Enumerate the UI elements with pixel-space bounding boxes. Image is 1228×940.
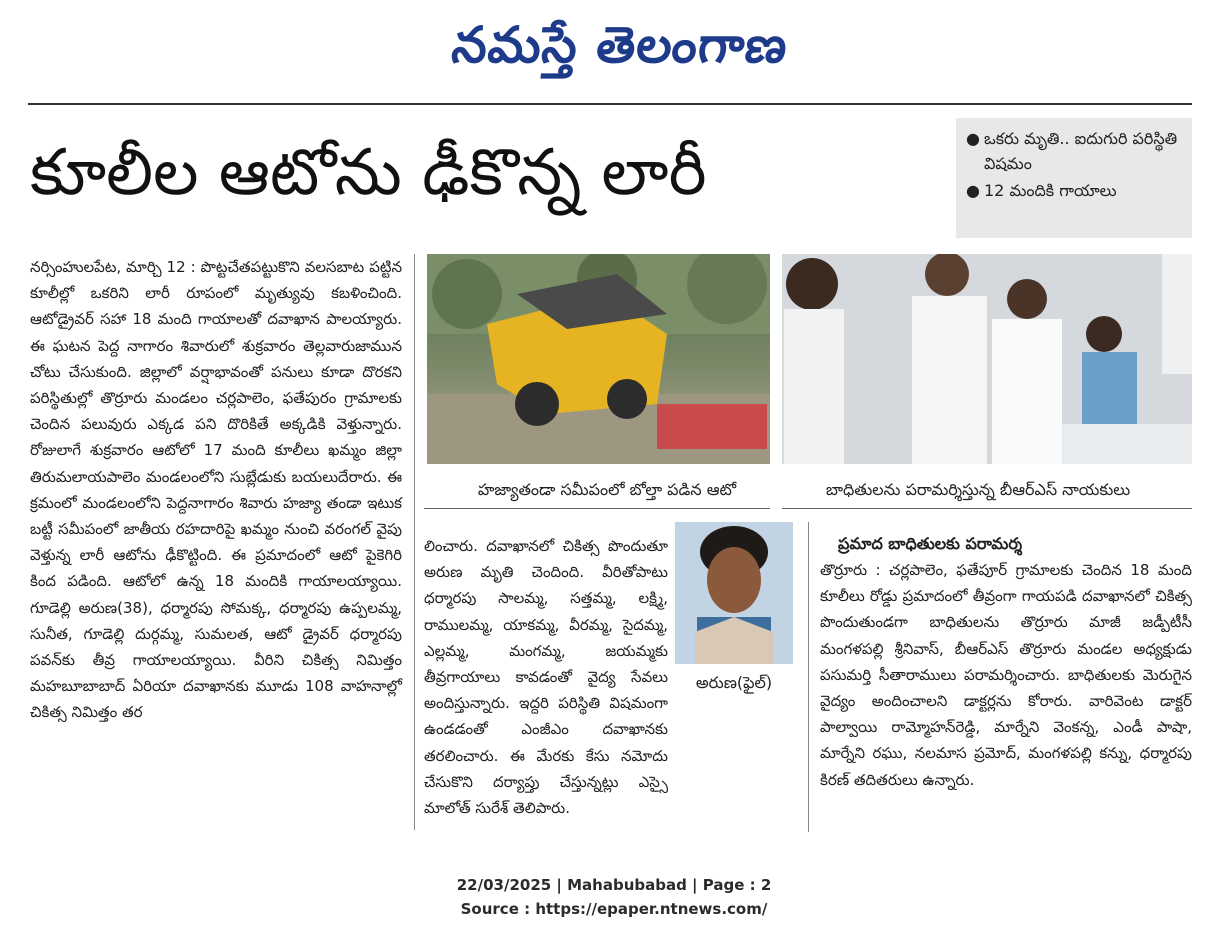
highlight-text: 12 మందికి గాయాలు [984,181,1117,200]
crash-photo-caption: హజ్యాతండా సమీపంలో బోల్తా పడిన ఆటో [477,480,737,499]
article-column-right [820,557,1192,793]
bullet-icon: ● [966,181,980,200]
column-divider [414,254,415,830]
crash-photo [427,254,770,464]
column-divider [808,522,809,832]
bullet-icon: ● [966,129,980,148]
highlights-box [956,118,1192,238]
footer-date-line: 22/03/2025 | Mahabubabad | Page : 2 [456,876,772,894]
highlight-item [966,178,1182,203]
article-column-mid [424,533,668,821]
article-paragraph: తొర్రూరు : చర్లపాలెం, ఫతేపూర్ గ్రామాలకు చెందిన 18 మంది కూలీలు రోడ్డు ప్రమాదంలో తీవ్రంగా గాయపడి దవాఖానలో చికిత్స పొందుతుండగా బాధితులను తొర్రూరు మాజీ జడ్పీటీసీ మంగళపల్లి శ్రీనివాస్, బీఆర్ఎస్ తొర్రూరు మండల అధ్యక్షుడు పసుమర్తి సీతారాములు పరామర్శించారు. బాధితులకు మెరుగైన వైద్యం అందించాలని డాక్టర్లను కోరారు. వారివెంట డాక్టర్ పాల్వాయి రామ్మోహన్‌రెడ్డి, మార్నేని వెంకన్న, ఎండీ పాషా, మార్నేని రఘు, నలమాస ప్రమోద్, మంగళపల్లి కన్ను, ధర్మారపు కిరణ్ తదితరులు ఉన్నారు. [820,561,1192,789]
highlight-text: ఒకరు మృతి.. ఐదుగురి పరిస్థితి విషమం [984,129,1178,173]
article-column-left [30,254,402,726]
sub-headline: ప్రమాద బాధితులకు పరామర్శ [838,534,1023,553]
masthead-logo: నమస్తే తెలంగాణ [449,16,791,74]
hospital-visit-illustration [782,254,1192,464]
portrait-caption: అరుణ(ఫైల్) [695,673,773,692]
caption-rule-right [782,508,1192,509]
portrait-illustration [675,522,793,664]
article-paragraph: లించారు. దవాఖానలో చికిత్స పొందుతూ అరుణ మృతి చెందింది. వీరితోపాటు ధర్మారపు సాలమ్మ, సత్తమ్మ, లక్ష్మి, రాములమ్మ, యాకమ్మ, వీరమ్మ, సైదమ్మ, ఎల్లమ్మ, మంగమ్మ, జయమ్మకు తీవ్రగాయాలు కావడంతో వైద్య సేవలు అందిస్తున్నారు. ఇద్దరి పరిస్థితి విషమంగా ఉండడంతో ఎంజీఎం దవాఖానకు తరలించారు. ఈ మేరకు కేసు నమోదు చేసుకొని దర్యాప్తు చేస్తున్నట్లు ఎస్సై మాలోత్ సురేశ్ తెలిపారు. [424,537,668,818]
highlight-item [966,126,1182,176]
hospital-photo [782,254,1192,464]
footer-source-line: Source : https://epaper.ntnews.com/ [460,900,768,918]
hospital-photo-caption: బాధితులను పరామర్శిస్తున్న బీఆర్‌ఎస్ నాయకులు [825,480,1131,499]
masthead-rule [28,103,1192,105]
portrait-photo [675,522,793,664]
article-paragraph: నర్సింహులపేట, మార్చి 12 : పొట్టచేతపట్టుకొని వలసబాట పట్టిన కూలీల్లో ఒకరిని లారీ రూపంలో మృత్యువు కబళించింది. ఆటోడ్రైవర్ సహా 18 మంది గాయాలతో దవాఖాన పాలయ్యారు. ఈ ఘటన పెద్ద నాగారం శివారులో శుక్రవారం తెల్లవారుజామున చోటు చేసుకుంది. జిల్లాలో వర్షాభావంతో పనులు కూడా దొరకని పరిస్థితుల్లో తొర్రూరు మండలం చర్లపాలెం, ఫతేపురం గ్రామాలకు చెందిన పలువురు ఎక్కడ పని దొరికితే అక్కడికి వెళ్తున్నారు. రోజులాగే శుక్రవారం ఆటోలో 17 మంది కూలీలు ఖమ్మం జిల్లా తిరుమలాయపాలెం మండలంలోని సుబ్లేడుకు బయలుదేరారు. ఈ క్రమంలో మండలంలోని పెద్దనాగారం శివారు హజ్యా తండా ఇటుక బట్టీ సమీపంలో జాతీయ రహదారిపై ఖమ్మం నుంచి వరంగల్ వైపు వెళ్తున్న లారీ ఆటోను ఢీకొట్టింది. ఈ ప్రమాదంలో ఆటో పైకెగిరి కింద పడింది. ఆటోలో ఉన్న 18 మందికి గాయాలయ్యాయి. గూడెల్లి అరుణ(38), ధర్మారపు సోమక్క, ధర్మారపు ఉప్పలమ్మ, సునీత, గూడెల్లి దుర్గమ్మ, సుమలత, ఆటో డ్రైవర్ ధర్మారపు పవన్‌కు తీవ్ర గాయాలయ్యాయి. వీరిని చికిత్స నిమిత్తం మహబూబాబాద్ ఏరియా దవాఖానకు మూడు 108 వాహనాల్లో చికిత్స నిమిత్తం తర [30,258,402,722]
caption-rule-left [424,508,770,509]
headline: కూలీల ఆటోను ఢీకొన్న లారీ [30,136,707,210]
crashed-auto-illustration [427,254,770,464]
